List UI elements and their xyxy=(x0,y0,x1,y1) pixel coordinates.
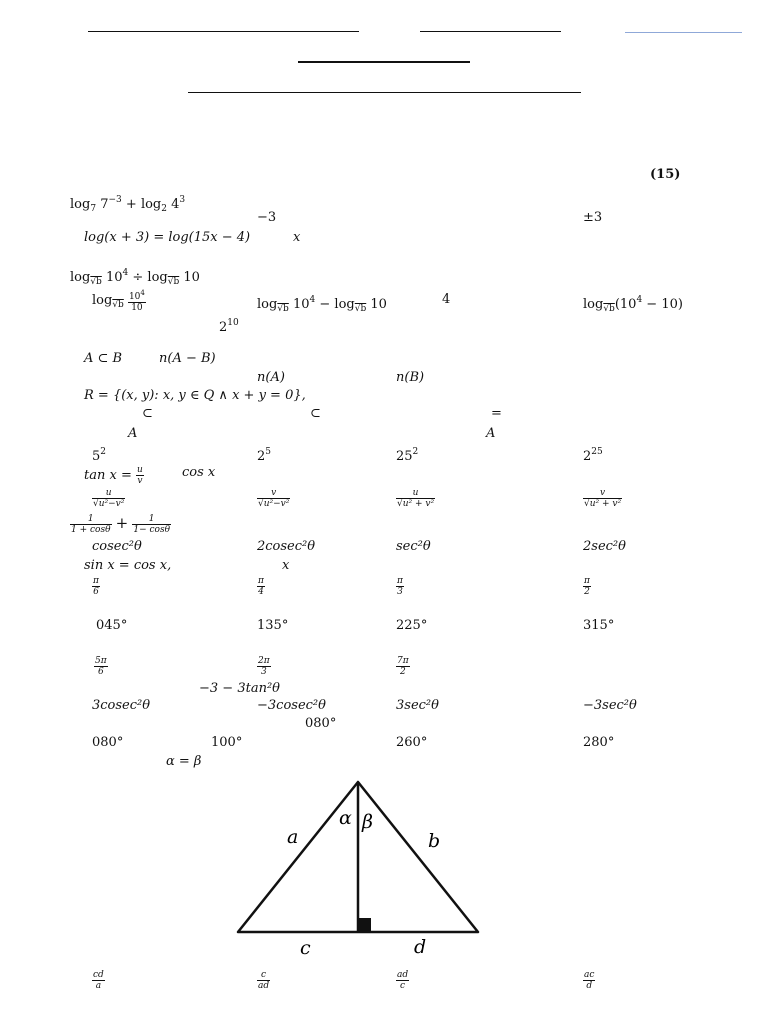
right-angle-marker xyxy=(359,918,371,931)
q2-variable: x xyxy=(293,230,301,245)
q9-option-c[interactable]: $\frac{\pi}{3}$ xyxy=(397,576,403,597)
marks-label: (15) xyxy=(650,167,681,182)
triangle-figure xyxy=(0,772,768,992)
q9-equation: sin x = cos x, xyxy=(84,558,172,573)
q8-option-c[interactable]: sec²θ xyxy=(396,539,431,554)
q11-option-c[interactable]: 3sec²θ xyxy=(396,698,439,713)
title-rule xyxy=(298,61,470,63)
q13-option-d[interactable]: $\frac{ac}{d}$ xyxy=(584,970,595,991)
q7-option-a[interactable]: $\frac{u}{\text{√u²−v²}}$ xyxy=(93,488,125,509)
q12-option-c[interactable]: 260° xyxy=(396,735,428,750)
q13-option-a[interactable]: $\frac{cd}{a}$ xyxy=(93,970,104,991)
q9-variable: x xyxy=(282,558,290,573)
q9-option-a[interactable]: $\frac{\pi}{6}$ xyxy=(93,576,99,597)
q10-option-e[interactable]: $\frac{5\pi}{6}$ xyxy=(95,656,107,677)
q7-option-d[interactable]: $\frac{v}{\text{√u² + v²}}$ xyxy=(584,488,622,509)
q6-option-b[interactable]: $2^5$ xyxy=(257,447,272,464)
q10-option-g[interactable]: $\frac{7\pi}{2}$ xyxy=(397,656,409,677)
q7-target: cos x xyxy=(182,465,216,480)
q11-expression: −3 − 3tan²θ xyxy=(199,681,280,696)
q3-option-c[interactable]: 4 xyxy=(442,292,451,307)
q9-option-b[interactable]: $\frac{\pi}{4}$ xyxy=(258,576,264,597)
q3-option-d[interactable]: $\log_{√b}(10^4 - 10)$ xyxy=(583,295,683,314)
q3-expression: $\log_{√b} 10^4 \div \log_{√b} 10$ xyxy=(70,268,200,287)
q7-option-c[interactable]: $\frac{u}{\text{√u² + v²}}$ xyxy=(397,488,435,509)
q5-set-2: A xyxy=(486,426,496,441)
angle-beta-label: β xyxy=(362,811,373,833)
q12-given-angle: 080° xyxy=(305,716,337,731)
q8-option-a[interactable]: cosec²θ xyxy=(92,539,142,554)
q5-symbol-1: ⊂ xyxy=(142,406,153,421)
side-c-label: c xyxy=(300,937,311,959)
q9-option-d[interactable]: $\frac{\pi}{2}$ xyxy=(584,576,590,597)
q11-option-a[interactable]: 3cosec²θ xyxy=(92,698,151,713)
q4-expression-1: A ⊂ B xyxy=(84,351,123,366)
q2-equation: log(x + 3) = log(15x − 4) xyxy=(84,230,251,245)
q12-option-a[interactable]: 080° xyxy=(92,735,124,750)
q10-option-f[interactable]: $\frac{2\pi}{3}$ xyxy=(258,656,270,677)
angle-alpha-label: α xyxy=(339,807,352,829)
q10-option-b[interactable]: 135° xyxy=(257,618,289,633)
q3-option-e[interactable]: $2^{10}$ xyxy=(219,318,239,335)
q4-option-a[interactable]: n(A) xyxy=(257,370,285,385)
q7-expression: tan x = $\frac{u}{v}$ xyxy=(84,465,143,486)
q3-option-a[interactable]: $\log_{√b}$ $\frac{10^4}{10}$ xyxy=(92,289,145,313)
q1-expression: $\log_7 7^{-3} + \log_2 4^3$ xyxy=(70,195,186,214)
header-rule-3 xyxy=(625,32,742,33)
q1-option-b[interactable]: ±3 xyxy=(583,210,603,225)
q8-option-d[interactable]: 2sec²θ xyxy=(583,539,626,554)
q5-set-1: A xyxy=(128,426,138,441)
q8-expression: $\frac{1}{1 + \cos\theta}$ + $\frac{1}{1- \cos\theta}$ xyxy=(71,514,170,535)
subtitle-rule xyxy=(188,92,581,93)
q11-option-b[interactable]: −3cosec²θ xyxy=(257,698,326,713)
side-a-label: a xyxy=(287,826,299,848)
q5-symbol-2: ⊂ xyxy=(310,406,321,421)
side-b-label: b xyxy=(428,830,441,852)
header-rule-2 xyxy=(420,31,561,32)
q3-option-b[interactable]: $\log_{√b} 10^4 - \log_{√b} 10$ xyxy=(257,295,387,314)
q12-option-d[interactable]: 280° xyxy=(583,735,615,750)
q6-option-a[interactable]: $5^2$ xyxy=(92,447,107,464)
q6-option-c[interactable]: $25^2$ xyxy=(396,447,419,464)
q10-option-c[interactable]: 225° xyxy=(396,618,428,633)
q13-option-b[interactable]: $\frac{c}{ad}$ xyxy=(258,970,270,991)
q10-option-d[interactable]: 315° xyxy=(583,618,615,633)
q1-option-a[interactable]: −3 xyxy=(257,210,277,225)
q5-symbol-3: = xyxy=(491,406,502,421)
q5-relation: R = {(x, y): x, y ∈ Q ∧ x + y = 0}, xyxy=(84,388,306,403)
q13-option-c[interactable]: $\frac{ad}{c}$ xyxy=(397,970,409,991)
q4-option-b[interactable]: n(B) xyxy=(396,370,425,385)
q10-option-a[interactable]: 045° xyxy=(96,618,128,633)
side-d-label: d xyxy=(414,936,427,958)
q7-option-b[interactable]: $\frac{v}{\text{√u²−v²}}$ xyxy=(258,488,290,509)
q13-condition: α = β xyxy=(166,754,202,769)
q12-option-b[interactable]: 100° xyxy=(211,735,243,750)
q11-option-d[interactable]: −3sec²θ xyxy=(583,698,637,713)
q4-expression-2: n(A − B) xyxy=(159,351,216,366)
q6-option-d[interactable]: $2^{25}$ xyxy=(583,447,603,464)
header-rule-1 xyxy=(88,31,359,32)
q8-option-b[interactable]: 2cosec²θ xyxy=(257,539,316,554)
